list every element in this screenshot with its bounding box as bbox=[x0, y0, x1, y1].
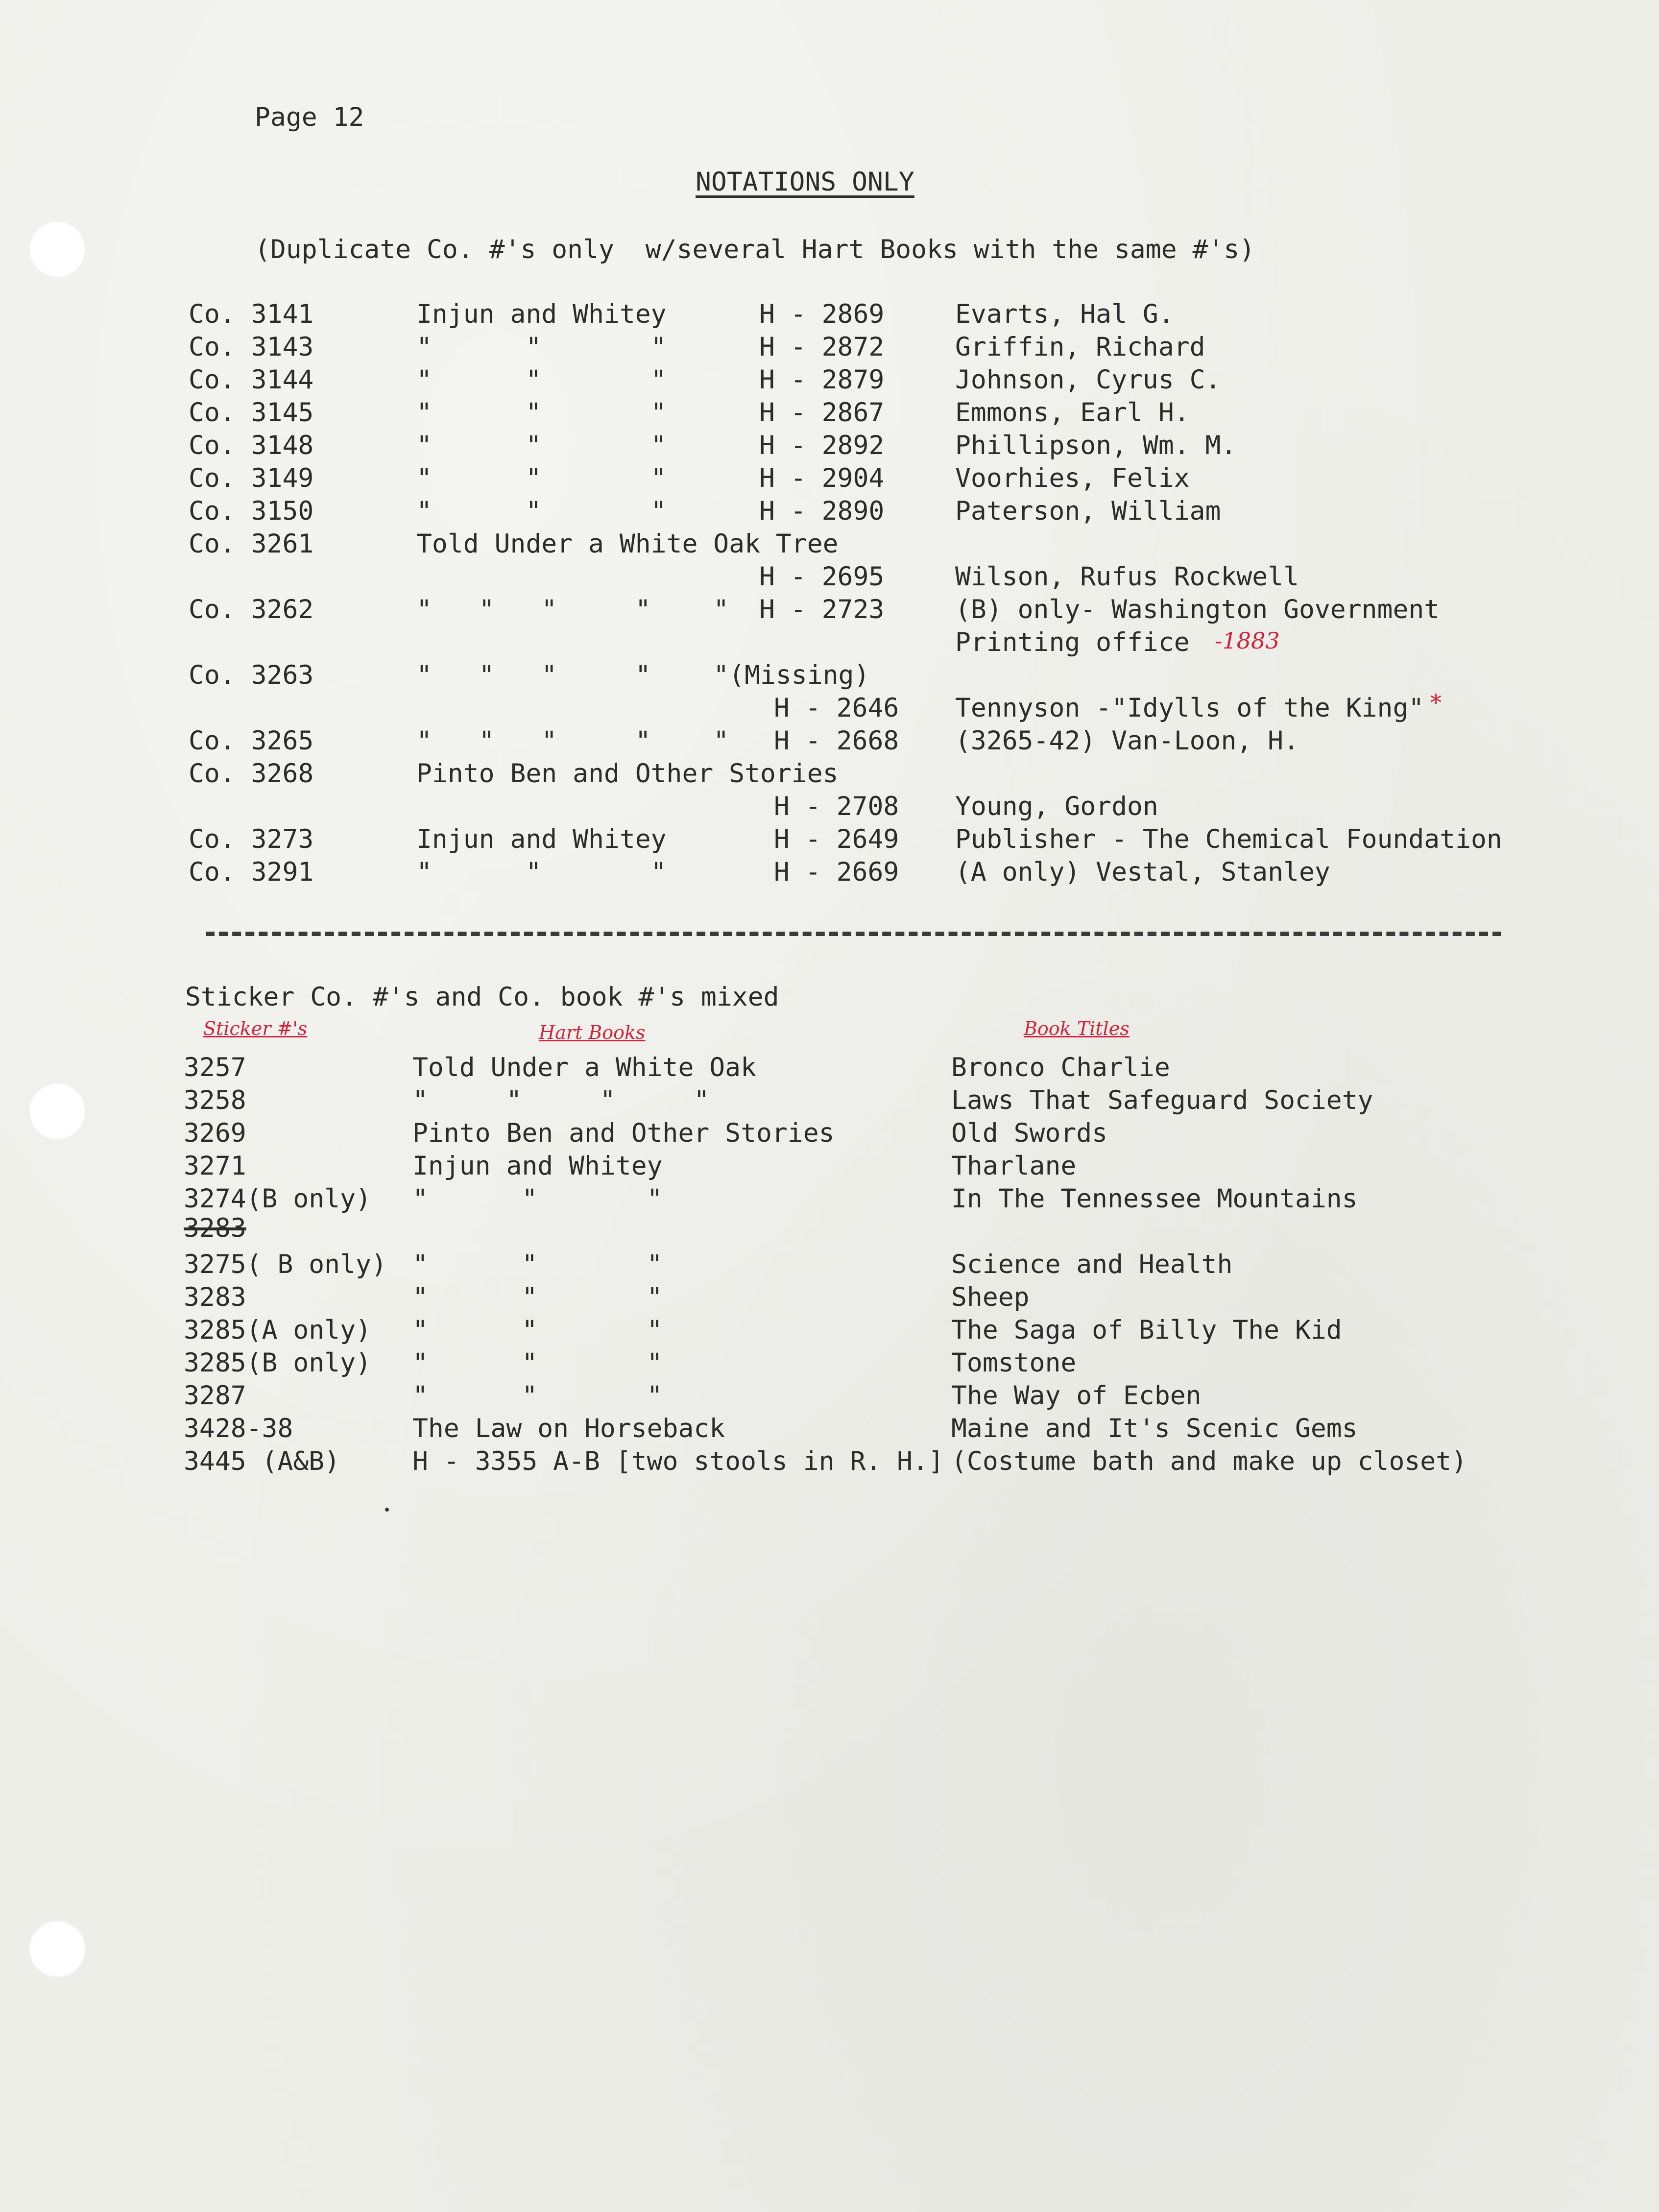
table-row bbox=[0, 332, 1659, 363]
hart-book: The Law on Horseback bbox=[412, 1414, 725, 1443]
page-subtitle: (Duplicate Co. #'s only w/several Hart Books with the same #'s) bbox=[255, 235, 1255, 264]
sticker-number: 3445 (A&B) bbox=[184, 1446, 340, 1476]
book-title: (Costume bath and make up closet) bbox=[951, 1446, 1467, 1476]
hart-book: " " " bbox=[412, 1250, 663, 1279]
book-title: Told Under a White Oak Tree bbox=[416, 529, 839, 559]
hart-number: H - 2669 bbox=[774, 857, 899, 887]
co-number: Co. 3149 bbox=[189, 463, 314, 493]
section-heading: Sticker Co. #'s and Co. book #'s mixed bbox=[185, 982, 779, 1012]
table-row bbox=[0, 1315, 1659, 1346]
table-row bbox=[0, 594, 1659, 625]
sticker-number: 3285(B only) bbox=[184, 1348, 371, 1378]
co-number: Co. 3144 bbox=[189, 365, 314, 395]
note: Wilson, Rufus Rockwell bbox=[955, 562, 1299, 592]
handwritten-header-sticker: Sticker #'s bbox=[203, 1018, 308, 1039]
co-number: Co. 3263 bbox=[189, 660, 314, 690]
table-row bbox=[0, 496, 1659, 527]
hart-book: Injun and Whitey bbox=[412, 1151, 663, 1181]
book-title: " " " " " bbox=[416, 595, 729, 625]
co-number: Co. 3268 bbox=[189, 759, 314, 789]
book-title: " " " bbox=[416, 431, 667, 460]
page-number: Page 12 bbox=[255, 102, 364, 132]
table-row bbox=[0, 1347, 1659, 1379]
hart-number: H - 2646 bbox=[774, 693, 899, 723]
co-number: Co. 3143 bbox=[189, 332, 314, 362]
book-title: Laws That Safeguard Society bbox=[951, 1085, 1373, 1115]
book-title: Injun and Whitey bbox=[416, 824, 667, 854]
hart-number: H - 2723 bbox=[759, 595, 885, 625]
book-title: " " " bbox=[416, 332, 667, 362]
co-number: Co. 3150 bbox=[189, 496, 314, 526]
hart-number: H - 2869 bbox=[759, 299, 885, 329]
table-row bbox=[0, 397, 1659, 429]
sticker-number: 3274(B only) bbox=[184, 1184, 371, 1214]
book-title: In The Tennessee Mountains bbox=[951, 1184, 1358, 1214]
hart-book: " " " bbox=[412, 1184, 663, 1214]
book-title: " " " bbox=[416, 496, 667, 526]
hart-number: H - 2867 bbox=[759, 398, 885, 428]
book-title: " " " " "(Missing) bbox=[416, 660, 870, 690]
handwritten-year: -1883 bbox=[1215, 627, 1280, 654]
note: Griffin, Richard bbox=[955, 332, 1205, 362]
sticker-number: 3257 bbox=[184, 1053, 246, 1082]
table-row bbox=[0, 1380, 1659, 1412]
book-title: The Way of Ecben bbox=[951, 1381, 1202, 1411]
hart-number: H - 2695 bbox=[759, 562, 885, 592]
hart-number: H - 2890 bbox=[759, 496, 885, 526]
handwritten-header-titles: Book Titles bbox=[1024, 1018, 1130, 1039]
note: Phillipson, Wm. M. bbox=[955, 431, 1237, 460]
page-title: NOTATIONS ONLY bbox=[696, 167, 914, 197]
table-row bbox=[0, 725, 1659, 757]
book-title: Tomstone bbox=[951, 1348, 1077, 1378]
table-row bbox=[0, 1282, 1659, 1313]
book-title: " " " bbox=[416, 463, 667, 493]
table-row bbox=[0, 299, 1659, 330]
book-title: Sheep bbox=[951, 1282, 1030, 1312]
table-row bbox=[0, 1413, 1659, 1444]
book-title: " " " bbox=[416, 398, 667, 428]
note: Tennyson -"Idylls of the King" bbox=[955, 693, 1424, 723]
table-row bbox=[0, 1249, 1659, 1280]
table-row-struck bbox=[0, 1213, 1659, 1244]
book-title: " " " bbox=[416, 857, 667, 887]
table-row bbox=[0, 1052, 1659, 1083]
co-number: Co. 3145 bbox=[189, 398, 314, 428]
co-number: Co. 3291 bbox=[189, 857, 314, 887]
table-row bbox=[0, 857, 1659, 888]
sticker-number: 3428-38 bbox=[184, 1414, 293, 1443]
binder-hole-top bbox=[28, 220, 86, 278]
table-row bbox=[0, 1085, 1659, 1116]
note: Johnson, Cyrus C. bbox=[955, 365, 1221, 395]
hart-number: H - 2872 bbox=[759, 332, 885, 362]
sticker-number: 3258 bbox=[184, 1085, 246, 1115]
note: Publisher - The Chemical Foundation bbox=[955, 824, 1502, 854]
hart-number: H - 2892 bbox=[759, 431, 885, 460]
handwritten-header-hart: Hart Books bbox=[539, 1022, 646, 1043]
sticker-number: 3275( B only) bbox=[184, 1250, 387, 1279]
note: Young, Gordon bbox=[955, 792, 1158, 821]
sticker-number: 3269 bbox=[184, 1118, 246, 1148]
co-number: Co. 3148 bbox=[189, 431, 314, 460]
table-row bbox=[0, 463, 1659, 494]
hart-book: H - 3355 A-B [two stools in R. H.] bbox=[412, 1446, 944, 1476]
co-number: Co. 3265 bbox=[189, 726, 314, 756]
sticker-number: 3283 bbox=[184, 1282, 246, 1312]
note: (3265-42) Van-Loon, H. bbox=[955, 726, 1299, 756]
book-title: Pinto Ben and Other Stories bbox=[416, 759, 839, 789]
hart-book: " " " bbox=[412, 1381, 663, 1411]
hart-book: " " " bbox=[412, 1315, 663, 1345]
book-title: Maine and It's Scenic Gems bbox=[951, 1414, 1358, 1443]
table-row bbox=[0, 364, 1659, 396]
book-title: Injun and Whitey bbox=[416, 299, 667, 329]
table-row bbox=[0, 758, 1659, 790]
table-row bbox=[0, 1183, 1659, 1215]
hart-number: H - 2708 bbox=[774, 792, 899, 821]
sticker-number-struck: 3283 bbox=[184, 1213, 246, 1243]
note: Evarts, Hal G. bbox=[955, 299, 1174, 329]
table-row bbox=[0, 561, 1659, 593]
hart-book: " " " " bbox=[412, 1085, 710, 1115]
table-row bbox=[0, 824, 1659, 855]
sticker-number: 3287 bbox=[184, 1381, 246, 1411]
note: (B) only- Washington Government bbox=[955, 595, 1440, 625]
hart-book: Told Under a White Oak bbox=[412, 1053, 756, 1082]
co-number: Co. 3141 bbox=[189, 299, 314, 329]
binder-hole-bottom bbox=[28, 1920, 86, 1978]
handwritten-star: * bbox=[1430, 689, 1442, 716]
hart-book: Pinto Ben and Other Stories bbox=[412, 1118, 835, 1148]
book-title: " " " bbox=[416, 365, 667, 395]
book-title: Old Swords bbox=[951, 1118, 1108, 1148]
book-title: The Saga of Billy The Kid bbox=[951, 1315, 1342, 1345]
book-title: Tharlane bbox=[951, 1151, 1077, 1181]
table-row bbox=[0, 791, 1659, 822]
table-row bbox=[0, 660, 1659, 691]
hart-number: H - 2668 bbox=[774, 726, 899, 756]
table-row bbox=[0, 1118, 1659, 1149]
sticker-number: 3271 bbox=[184, 1151, 246, 1181]
table-row bbox=[0, 1151, 1659, 1182]
ink-speck bbox=[385, 1508, 389, 1512]
co-number: Co. 3262 bbox=[189, 595, 314, 625]
table-row bbox=[0, 1446, 1659, 1477]
table-row bbox=[0, 430, 1659, 461]
co-number: Co. 3273 bbox=[189, 824, 314, 854]
co-number: Co. 3261 bbox=[189, 529, 314, 559]
note: Paterson, William bbox=[955, 496, 1221, 526]
table-row bbox=[0, 627, 1659, 658]
note: (A only) Vestal, Stanley bbox=[955, 857, 1330, 887]
hart-number: H - 2879 bbox=[759, 365, 885, 395]
hart-number: H - 2649 bbox=[774, 824, 899, 854]
dashed-divider bbox=[206, 932, 1501, 936]
note: Emmons, Earl H. bbox=[955, 398, 1190, 428]
book-title: Science and Health bbox=[951, 1250, 1233, 1279]
hart-book: " " " bbox=[412, 1282, 663, 1312]
hart-book: " " " bbox=[412, 1348, 663, 1378]
book-title: " " " " " bbox=[416, 726, 729, 756]
hart-number: H - 2904 bbox=[759, 463, 885, 493]
note: Voorhies, Felix bbox=[955, 463, 1190, 493]
table-row bbox=[0, 689, 1659, 724]
book-title: Bronco Charlie bbox=[951, 1053, 1170, 1082]
sticker-number: 3285(A only) bbox=[184, 1315, 371, 1345]
table-row bbox=[0, 529, 1659, 560]
note: Printing office bbox=[955, 627, 1190, 657]
